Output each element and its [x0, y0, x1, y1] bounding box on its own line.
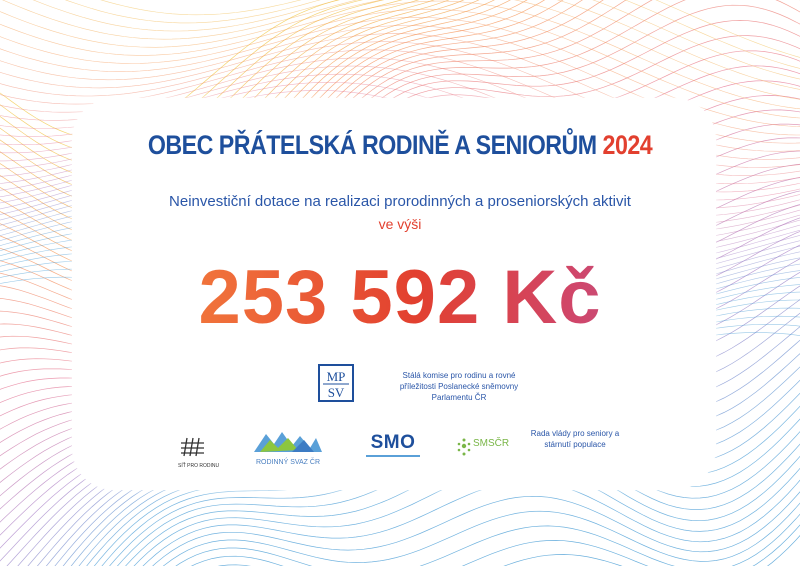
star-dots-icon: [456, 436, 472, 458]
rada-vlady-text: Rada vlády pro seniory a stárnutí populace: [530, 429, 620, 449]
wave-line: [0, 512, 800, 566]
wave-line: [0, 0, 800, 92]
rodinny-svaz-logo: [252, 428, 324, 466]
smo-logo: [366, 432, 420, 457]
svg-text:SV: SV: [327, 385, 345, 400]
wave-line: [0, 0, 800, 83]
subtitle-amount-intro: ve výši: [378, 216, 422, 232]
rodinny-svaz-label: RODINNÝ SVAZ ČR: [255, 459, 321, 466]
komise-text: Stálá komise pro rodinu a rovné příležitosti Poslanecké sněmovny Parlamentu ČR: [399, 371, 519, 402]
svg-text:MP: MP: [326, 369, 346, 384]
smscr-label: SMSČR: [473, 438, 510, 449]
title-text: OBEC PŘÁTELSKÁ RODINĚ A SENIORŮM: [147, 130, 597, 160]
smo-label: SMO: [370, 432, 416, 453]
mpsv-logo: [318, 364, 354, 402]
title-year: 2024: [602, 130, 653, 160]
hash-grid-icon: [178, 436, 208, 458]
mountains-icon: [252, 428, 324, 454]
sit-pro-rodinu-label: SÍŤ PRO RODINU: [178, 463, 220, 469]
wave-line: [0, 0, 800, 63]
grant-amount: 253 592 Kč: [0, 254, 800, 341]
subtitle: Neinvestiční dotace na realizaci prorodinných a proseniorských aktivit: [169, 193, 631, 210]
smscr-logo: [456, 436, 516, 460]
sit-pro-rodinu-logo: [178, 436, 220, 469]
page-title: [56, 130, 744, 161]
